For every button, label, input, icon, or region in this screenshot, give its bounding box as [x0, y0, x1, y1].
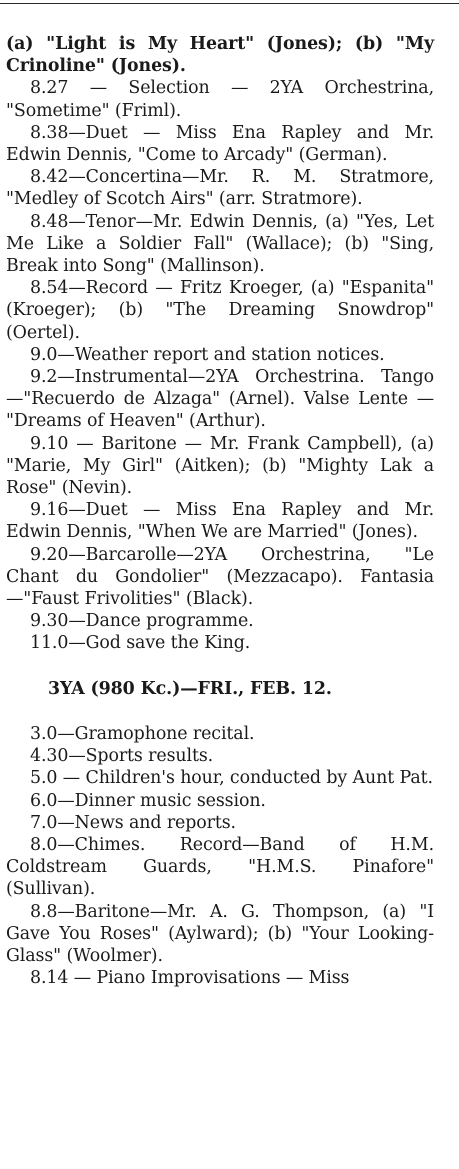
programme-entry: 6.0—Dinner music session. [30, 790, 266, 811]
programme-entry: 9.0—Weather report and station notices. [30, 344, 385, 365]
programme-entry: 7.0—News and reports. [30, 812, 236, 833]
programme-entry: 4.30—Sports results. [30, 746, 214, 767]
programme-entry: 8.48—Tenor—Mr. Edwin Dennis, (a) "Yes, Let Me Like a Soldier Fall" (Wallace); (b) "Sing, Break into Song" (Mallinson). [6, 211, 434, 277]
station-heading: 3YA (980 Kc.)—FRI., FEB. 12. [48, 678, 332, 699]
programme-entry: 8.0—Chimes. Record—Band of H.M. Coldstream Guards, "H.M.S. Pinafore" (Sullivan). [6, 834, 434, 900]
programme-entry: 8.38—Duet — Miss Ena Rapley and Mr. Edwin Dennis, "Come to Arcady" (German). [6, 122, 434, 166]
programme-entry: 8.42—Concertina—Mr. R. M. Stratmore, "Medley of Scotch Airs" (arr. Stratmore). [6, 167, 434, 210]
programme-entry: 9.30—Dance programme. [30, 611, 254, 632]
top-rule [0, 3, 459, 4]
programme-entry: 9.2—Instrumental—2YA Orchestrina. Tango—"Recuerdo de Alzaga" (Arnel). Valse Lente — "Dreams of Heaven" (Arthur). [6, 367, 434, 432]
programme-entry: 8.8—Baritone—Mr. A. G. Thompson, (a) "I Gave You Roses" (Aylward); (b) "Your Looking-Glass" (Woolmer). [6, 901, 434, 966]
programme-entry: 11.0—God save the King. [30, 633, 251, 654]
programme-entry: 5.0 — Children's hour, conducted by Aunt Pat. [30, 768, 433, 789]
programme-entry: 9.10 — Baritone — Mr. Frank Campbell), (a) "Marie, My Girl" (Aitken); (b) "Mighty Lak a Rose" (Nevin). [6, 433, 434, 499]
programme-entry: 8.14 — Piano Improvisations — Miss [30, 968, 350, 989]
programme-entry: 3.0—Gramophone recital. [30, 723, 255, 744]
programme-entry: 9.20—Barcarolle—2YA Orchestrina, "Le Chant du Gondolier" (Mezzacapo). Fantasia—"Faust Frivolities" (Black). [6, 544, 434, 610]
programme-entry: 9.16—Duet — Miss Ena Rapley and Mr. Edwin Dennis, "When We are Married" (Jones). [6, 500, 434, 543]
programme-entry: 8.54—Record — Fritz Kroeger, (a) "Espanita" (Kroeger); (b) "The Dreaming Snowdrop" (Oertel). [6, 278, 434, 343]
programme-entry: 8.27 — Selection — 2YA Orchestrina, "Sometime" (Friml). [6, 78, 434, 121]
newspaper-column [6, 33, 434, 989]
programme-entry: (a) "Light is My Heart" (Jones); (b) "My Crinoline" (Jones). [6, 34, 434, 77]
